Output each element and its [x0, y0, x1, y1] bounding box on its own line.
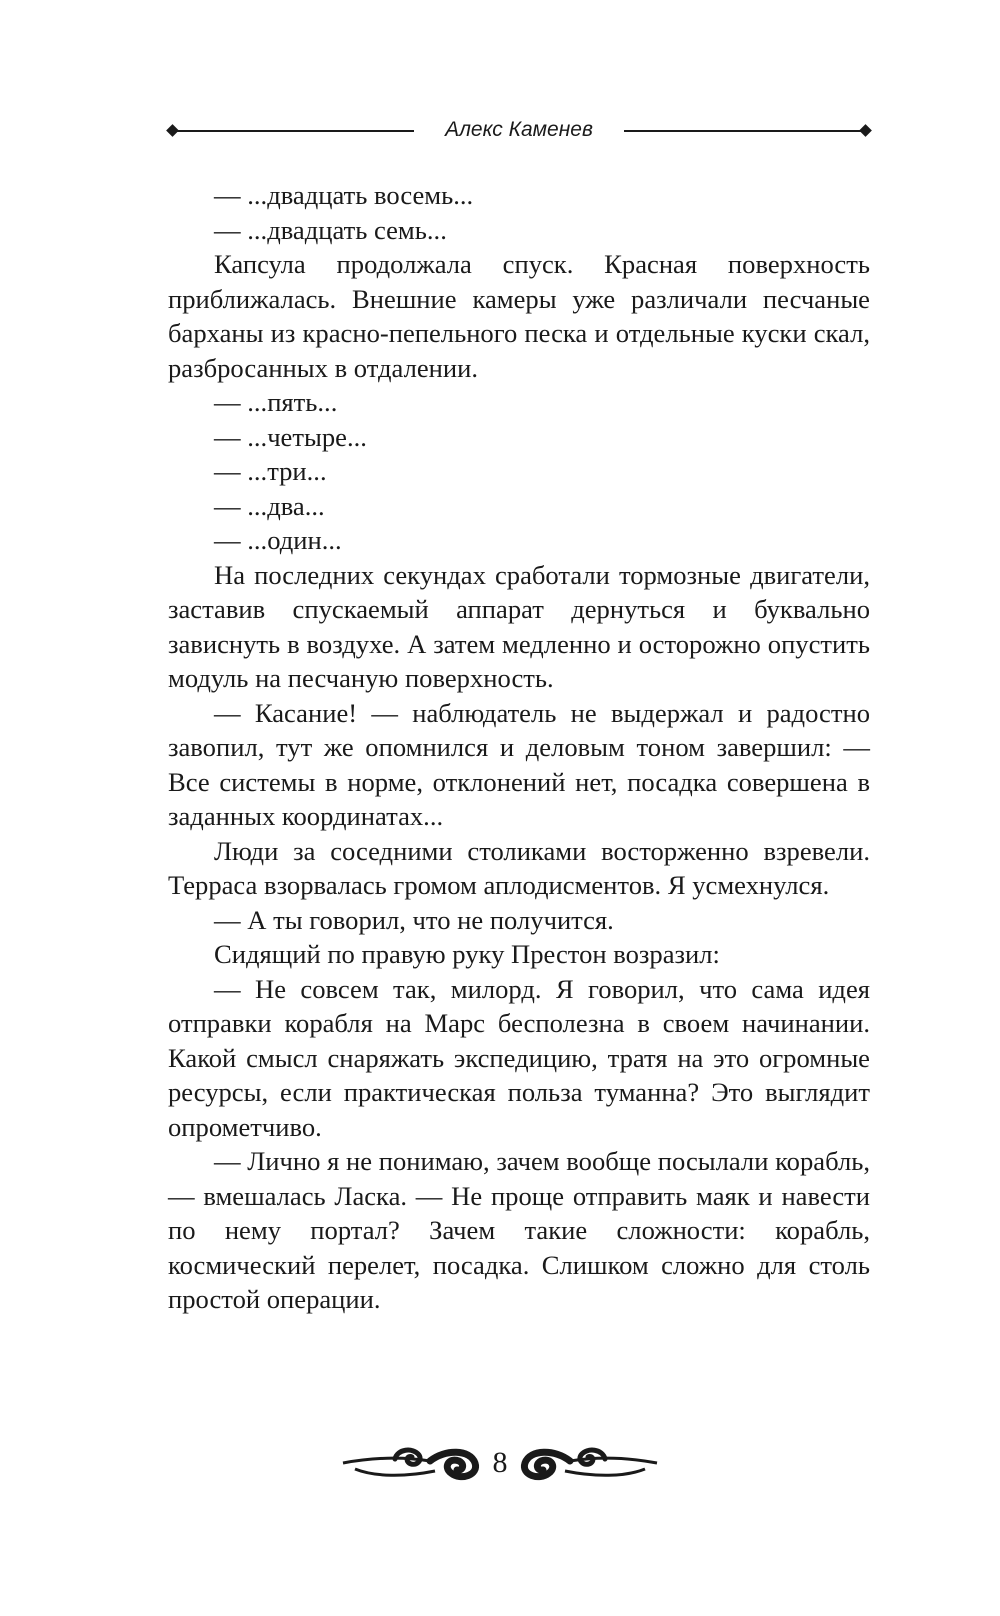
body-text [168, 178, 870, 1317]
paragraph: — ...двадцать восемь... [214, 180, 474, 210]
paragraph: — ...два... [214, 490, 325, 521]
header-rule-right [624, 130, 864, 132]
paragraph: — ...двадцать семь... [214, 214, 447, 245]
paragraph: На последних секундах сработали тормозные двигатели, заставив спускаемый аппарат дернуться и буквально зависнуть в воздухе. А затем медленно и осторожно опустить модуль на песчаную поверхность. [168, 559, 870, 693]
page-footer [0, 1438, 1000, 1488]
paragraph: Люди за соседними столиками восторженно взревели. Терраса взорвалась громом аплодисментов. Я усмехнулся. [168, 835, 870, 900]
paragraph: — Не совсем так, милорд. Я говорил, что сама идея отправки корабля на Марс бесполезна в своем начинании. Какой смысл снаряжать экспедицию, тратя на это огромные ресурсы, если практическая польза туманна? Это выглядит опрометчиво. [168, 973, 870, 1142]
running-title: Алекс Каменев [445, 118, 593, 141]
paragraph: — Лично я не понимаю, зачем вообще посылали корабль, — вмешалась Ласка. — Не проще отправить маяк и навести по нему портал? Зачем такие сложности: корабль, космический перелет, посадка. Слишком сложно для столь простой операции. [168, 1146, 870, 1314]
paragraph: — ...три... [214, 456, 327, 486]
paragraph: — Касание! — наблюдатель не выдержал и радостно завопил, тут же опомнился и деловым тоном завершил: — Все системы в норме, отклонений нет, посадка совершена в заданных координатах... [168, 697, 870, 831]
paragraph: Капсула продолжала спуск. Красная поверхность приближалась. Внешние камеры уже различали песчаные барханы из красно-пепельного песка и отдельные куски скал, разбросанных в отдалении. [168, 249, 870, 383]
paragraph: — ...один... [214, 525, 342, 555]
running-header [168, 115, 870, 145]
page-number: 8 [492, 1446, 508, 1479]
paragraph: — ...четыре... [214, 421, 367, 452]
paragraph: Сидящий по правую руку Престон возразил: [214, 939, 720, 969]
scroll-ornament-icon [485, 1443, 665, 1483]
paragraph: — А ты говорил, что не получится. [214, 904, 614, 935]
paragraph: — ...пять... [214, 387, 338, 417]
